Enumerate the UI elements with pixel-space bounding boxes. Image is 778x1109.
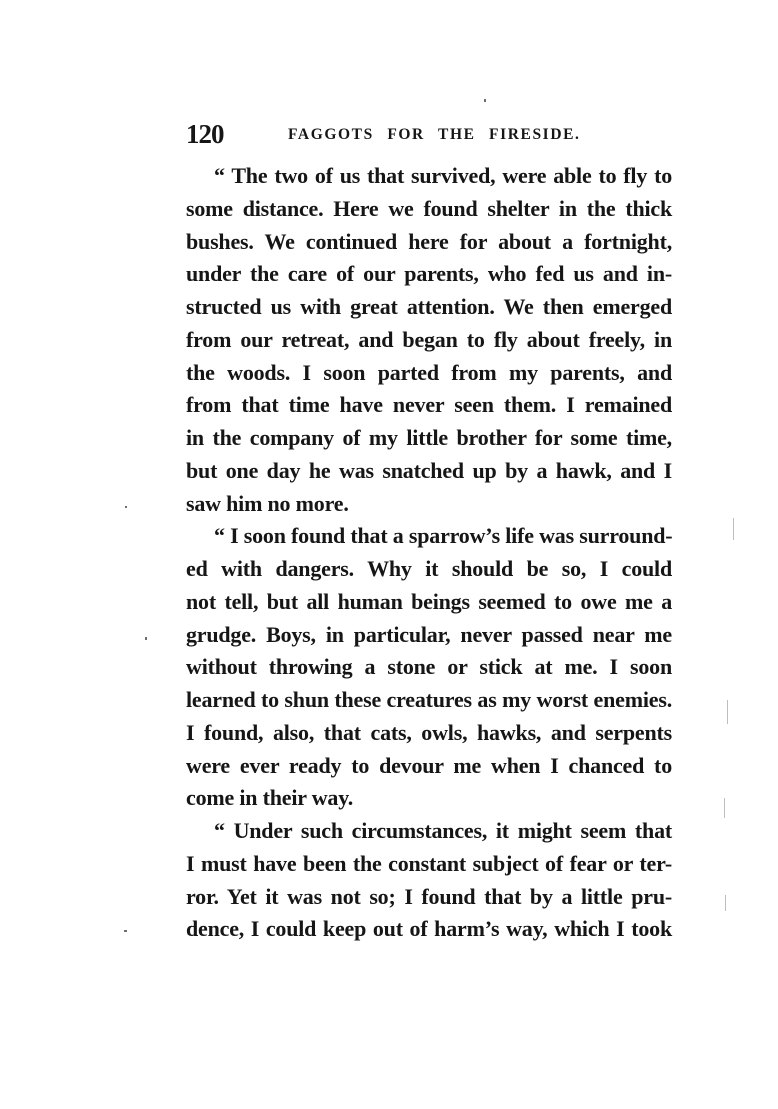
- text-line: ror. Yet it was not so; I found that by a little pru-: [186, 883, 672, 909]
- text-line: were ever ready to devour me when I chanced to: [186, 752, 672, 778]
- text-line: grudge. Boys, in particular, never passed near me: [186, 621, 672, 647]
- text-line: learned to shun these creatures as my worst enemies.: [186, 687, 672, 712]
- scan-margin-mark: [725, 895, 726, 911]
- running-head: [186, 118, 672, 150]
- text-line: not tell, but all human beings seemed to owe me a: [186, 588, 672, 614]
- text-line: under the care of our parents, who fed us and in-: [186, 261, 672, 287]
- running-title: FAGGOTS FOR THE FIRESIDE.: [288, 126, 581, 143]
- text-line: bushes. We continued here for about a fortnight,: [186, 228, 672, 254]
- scan-speck: [124, 930, 127, 932]
- text-line: saw him no more.: [186, 490, 349, 516]
- text-line: but one day he was snatched up by a hawk, and I: [186, 457, 672, 483]
- scan-speck: [145, 637, 147, 640]
- text-line: I found, also, that cats, owls, hawks, and serpents: [186, 719, 672, 745]
- scan-speck: [125, 506, 127, 508]
- scan-margin-mark: [733, 518, 734, 540]
- text-line: the woods. I soon parted from my parents, and: [186, 359, 672, 385]
- text-line: from that time have never seen them. I remained: [186, 392, 672, 418]
- text-line: “ I soon found that a sparrow’s life was surround-: [214, 523, 673, 549]
- body-text: [186, 160, 672, 946]
- text-line: some distance. Here we found shelter in the thick: [186, 195, 672, 221]
- text-line: come in their way.: [186, 785, 354, 811]
- text-line: structed us with great attention. We then emerged: [186, 294, 672, 319]
- text-line: dence, I could keep out of harm’s way, which I took: [186, 916, 672, 942]
- text-line: “ The two of us that survived, were able to fly to: [214, 163, 672, 188]
- text-line: without throwing a stone or stick at me. I soon: [186, 654, 672, 680]
- scan-margin-mark: [727, 700, 728, 724]
- page-number: 120: [186, 119, 224, 149]
- text-line: ed with dangers. Why it should be so, I could: [186, 556, 672, 581]
- text-line: in the company of my little brother for some time,: [186, 425, 672, 450]
- scan-margin-mark: [724, 798, 725, 818]
- scan-speck: [484, 99, 486, 102]
- text-line: “ Under such circumstances, it might seem that: [214, 818, 672, 843]
- text-line: from our retreat, and began to fly about freely, in: [186, 326, 672, 352]
- text-line: I must have been the constant subject of fear or ter-: [186, 850, 672, 876]
